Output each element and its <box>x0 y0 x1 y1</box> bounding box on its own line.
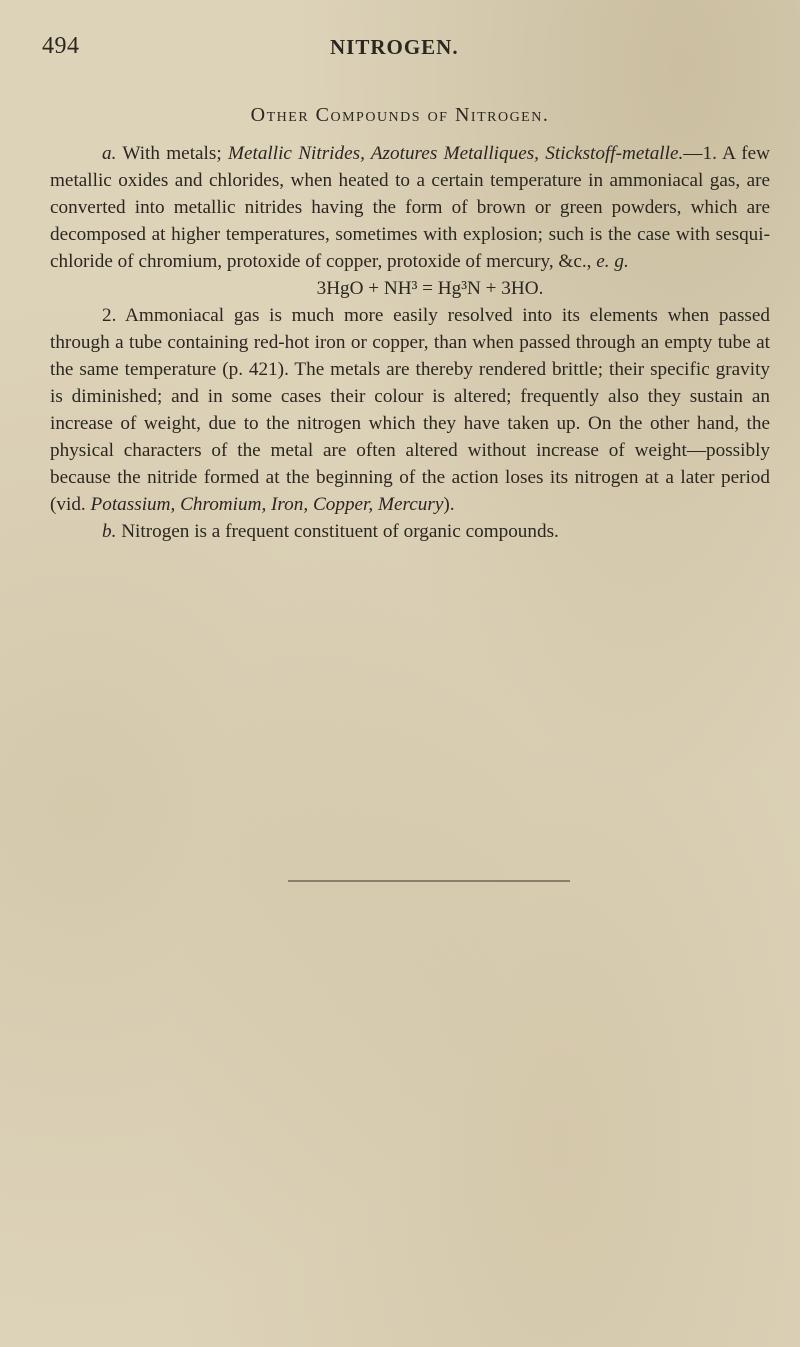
paragraph-2-text-2: ). <box>443 494 455 515</box>
section-heading: Other Compounds of Nitrogen. <box>250 104 550 126</box>
paragraph-b-label: b. <box>102 521 117 542</box>
body-text <box>50 140 770 545</box>
paragraph-2 <box>50 302 770 518</box>
paragraph-2-italic-1: Potassium, Chromium, Iron, Copper, Mercury <box>90 494 444 515</box>
divider-rule <box>288 880 570 882</box>
paragraph-a-italic-2: e. g. <box>596 251 629 272</box>
paragraph-a-text-1: With metals; <box>116 143 228 164</box>
chemical-equation: 3HgO + NH³ = Hg³N + 3HO. <box>316 278 544 299</box>
paragraph-a-text-2: —1. A few metallic oxides and chlorides, when heated to a certain temperature in ammoniacal gas, are converted into metallic nitrides having the form of brown or green powders, which are decomposed at higher temperatures, sometimes with explosion; such is the case with sesqui-chloride of chromium, protoxide of copper, protoxide of mercury, &c., <box>50 143 770 272</box>
paragraph-a-label: a. <box>102 143 117 164</box>
paragraph-a <box>50 140 770 275</box>
paragraph-b-text: Nitrogen is a frequent constituent of organic compounds. <box>116 521 559 542</box>
page-number: 494 <box>42 33 80 59</box>
paragraph-2-text-1: 2. Ammoniacal gas is much more easily resolved into its elements when passed through a tube containing red-hot iron or copper, than when passed through an empty tube at the same temperature (p. 421). The metals are thereby rendered brittle; their specific gravity is diminished; and in some cases their colour is altered; frequently also they sustain an increase of weight, due to the nitrogen which they have taken up. On the other hand, the physical characters of the metal are often altered without increase of weight—possibly because the nitride formed at the beginning of the action loses its nitrogen at a later period (vid. <box>50 305 770 515</box>
page-header <box>0 30 800 66</box>
running-head: NITROGEN. <box>330 35 459 59</box>
paragraph-b <box>50 518 770 545</box>
paragraph-a-italic-1: Metallic Nitrides, Azotures Metalliques, Stickstoff-metalle. <box>228 143 684 164</box>
